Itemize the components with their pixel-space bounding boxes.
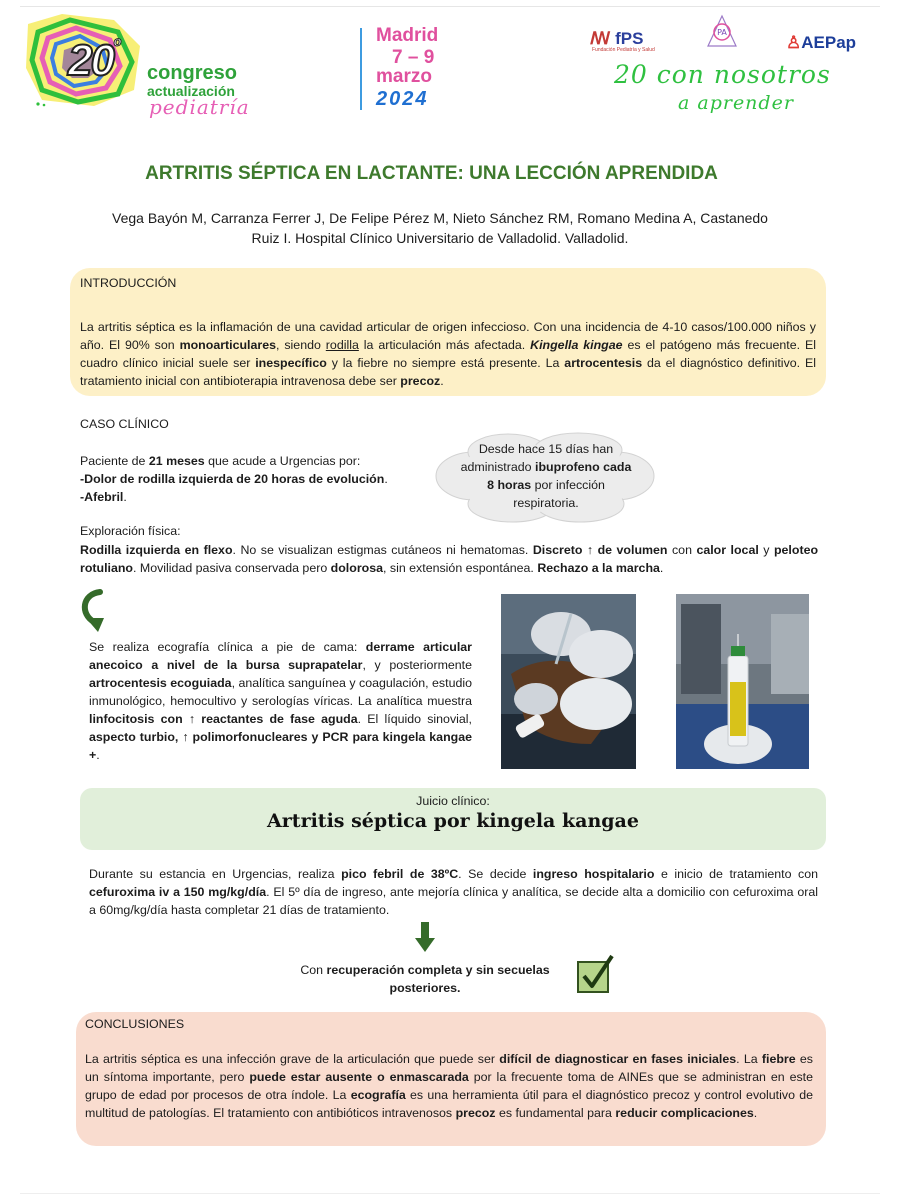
logo-actualizacion-text: actualización xyxy=(147,83,235,99)
aepap-person-icon: ♙ xyxy=(786,33,802,52)
slogan-line-1: 20 con nosotros xyxy=(614,60,831,89)
symptom-1: -Dolor de rodilla izquierda de 20 horas de evolución. xyxy=(80,472,388,486)
checkbox-check-icon xyxy=(576,954,614,994)
intro-heading: INTRODUCCIÓN xyxy=(80,276,177,290)
symptom-2: -Afebril. xyxy=(80,490,127,504)
fps-logo: ꟿ fPS xyxy=(590,29,644,48)
slogan-line-2: a aprender xyxy=(678,92,794,114)
patient-presentation xyxy=(80,452,440,506)
logo-congreso-text: congreso xyxy=(147,62,238,84)
intro-paragraph: La artritis séptica es la inflamación de una cavidad articular de origen infeccioso. Con una incidencia de 4-10 casos/100.000 niños y año. El 90% son monoarticulares, siendo rodilla la articulación más afectada. Kingella kingae es el patógeno más frecuente. El cuadro clínico inicial suele ser inespecífico y la fiebre no siempre está presente. La artrocentesis da el diagnóstico definitivo. El tratamiento inicial con antibioterapia intravenosa debe ser precoz. xyxy=(80,320,816,388)
down-arrow-icon xyxy=(415,922,435,952)
ultrasound-paragraph: Se realiza ecografía clínica a pie de cama: derrame articular anecoico a nivel de la bursa suprapatelar, y posteriormente artrocentesis ecoguiada, analítica sanguínea y coagulación, estudio inmunológico, hemocultivo y serologías víricas. La analítica muestra linfocitosis con ↑ reactantes de fase aguda. El líquido sinovial, aspecto turbio, ↑ polimorfonucleares y PCR para kingela kangae +. xyxy=(89,640,473,762)
event-city: Madrid xyxy=(376,25,439,46)
exam-heading: Exploración física: xyxy=(80,524,181,538)
logo-pediatria-text: pediatría xyxy=(149,95,250,119)
event-year: 2024 xyxy=(376,88,429,110)
bottom-rule xyxy=(20,1193,880,1194)
patient-line: Paciente de 21 meses que acude a Urgencias por: xyxy=(80,454,361,468)
poster-title: ARTRITIS SÉPTICA EN LACTANTE: UNA LECCIÓN APRENDIDA xyxy=(145,163,718,184)
exam-paragraph: Rodilla izquierda en flexo. No se visualizan estigmas cutáneos ni hematomas. Discreto ↑ de volumen con calor local y peloteo rotuliano. Movilidad pasiva conservada pero dolorosa, sin extensión espontánea. Rechazo a la marcha. xyxy=(80,543,819,575)
conclusions-heading: CONCLUSIONES xyxy=(85,1017,185,1031)
outcome-text: Con recuperación completa y sin secuelas posteriores. xyxy=(300,963,550,995)
authors-affiliation: Vega Bayón M, Carranza Ferrer J, De Felipe Pérez M, Nieto Sánchez RM, Romano Medina A, Castanedo Ruiz I. Hospital Clínico Universitario de Valladolid. Valladolid. xyxy=(112,210,768,246)
diagnosis-label: Juicio clínico: xyxy=(416,794,490,808)
medication-note: Desde hace 15 días han administrado ibuprofeno cada 8 horas por infección respiratoria. xyxy=(460,442,632,510)
conclusions-paragraph: La artritis séptica es una infección grave de la articulación que puede ser difícil de diagnosticar en fases iniciales. La fiebre es un síntoma importante, pero puede estar ausente o enmascarada por la frecuente toma de AINEs que se administran en este grupo de edad por procesos de otra índole. La ecografía es una herramienta útil para el diagnóstico precoz y control evolutivo de multitud de patologías. El tratamiento con antibióticos intravenosos precoz es fundamental para reducir complicaciones. xyxy=(85,1052,813,1120)
synovial-fluid-photo xyxy=(676,594,809,769)
diagnosis-value: Artritis séptica por kingela kangae xyxy=(267,810,639,832)
regional-society-logo xyxy=(700,10,744,54)
fps-symbol-icon: ꟿ xyxy=(590,29,611,48)
case-heading: CASO CLÍNICO xyxy=(80,417,169,431)
event-month: marzo xyxy=(376,66,432,87)
hospital-stay-paragraph: Durante su estancia en Urgencias, realiza pico febril de 38ºC. Se decide ingreso hospitalario e inicio de tratamiento con cefuroxima iv a 150 mg/kg/día. El 5º día de ingreso, ante mejoría clínica y analítica, se decide alta a domicilio con cefuroxima oral a 60mg/kg/día hasta completar 21 días de tratamiento. xyxy=(89,867,818,917)
fps-subtitle: Fundación Pediatría y Salud xyxy=(592,47,655,53)
curved-arrow-icon xyxy=(76,586,116,634)
aepap-logo: ♙AEPap xyxy=(786,33,857,52)
svg-text:PA: PA xyxy=(717,28,727,37)
event-days: 7 – 9 xyxy=(392,47,435,68)
logo-number: $20^º$ xyxy=(68,36,119,85)
poster-header xyxy=(0,0,900,130)
arthrocentesis-photo xyxy=(501,594,636,769)
header-divider xyxy=(360,28,362,110)
